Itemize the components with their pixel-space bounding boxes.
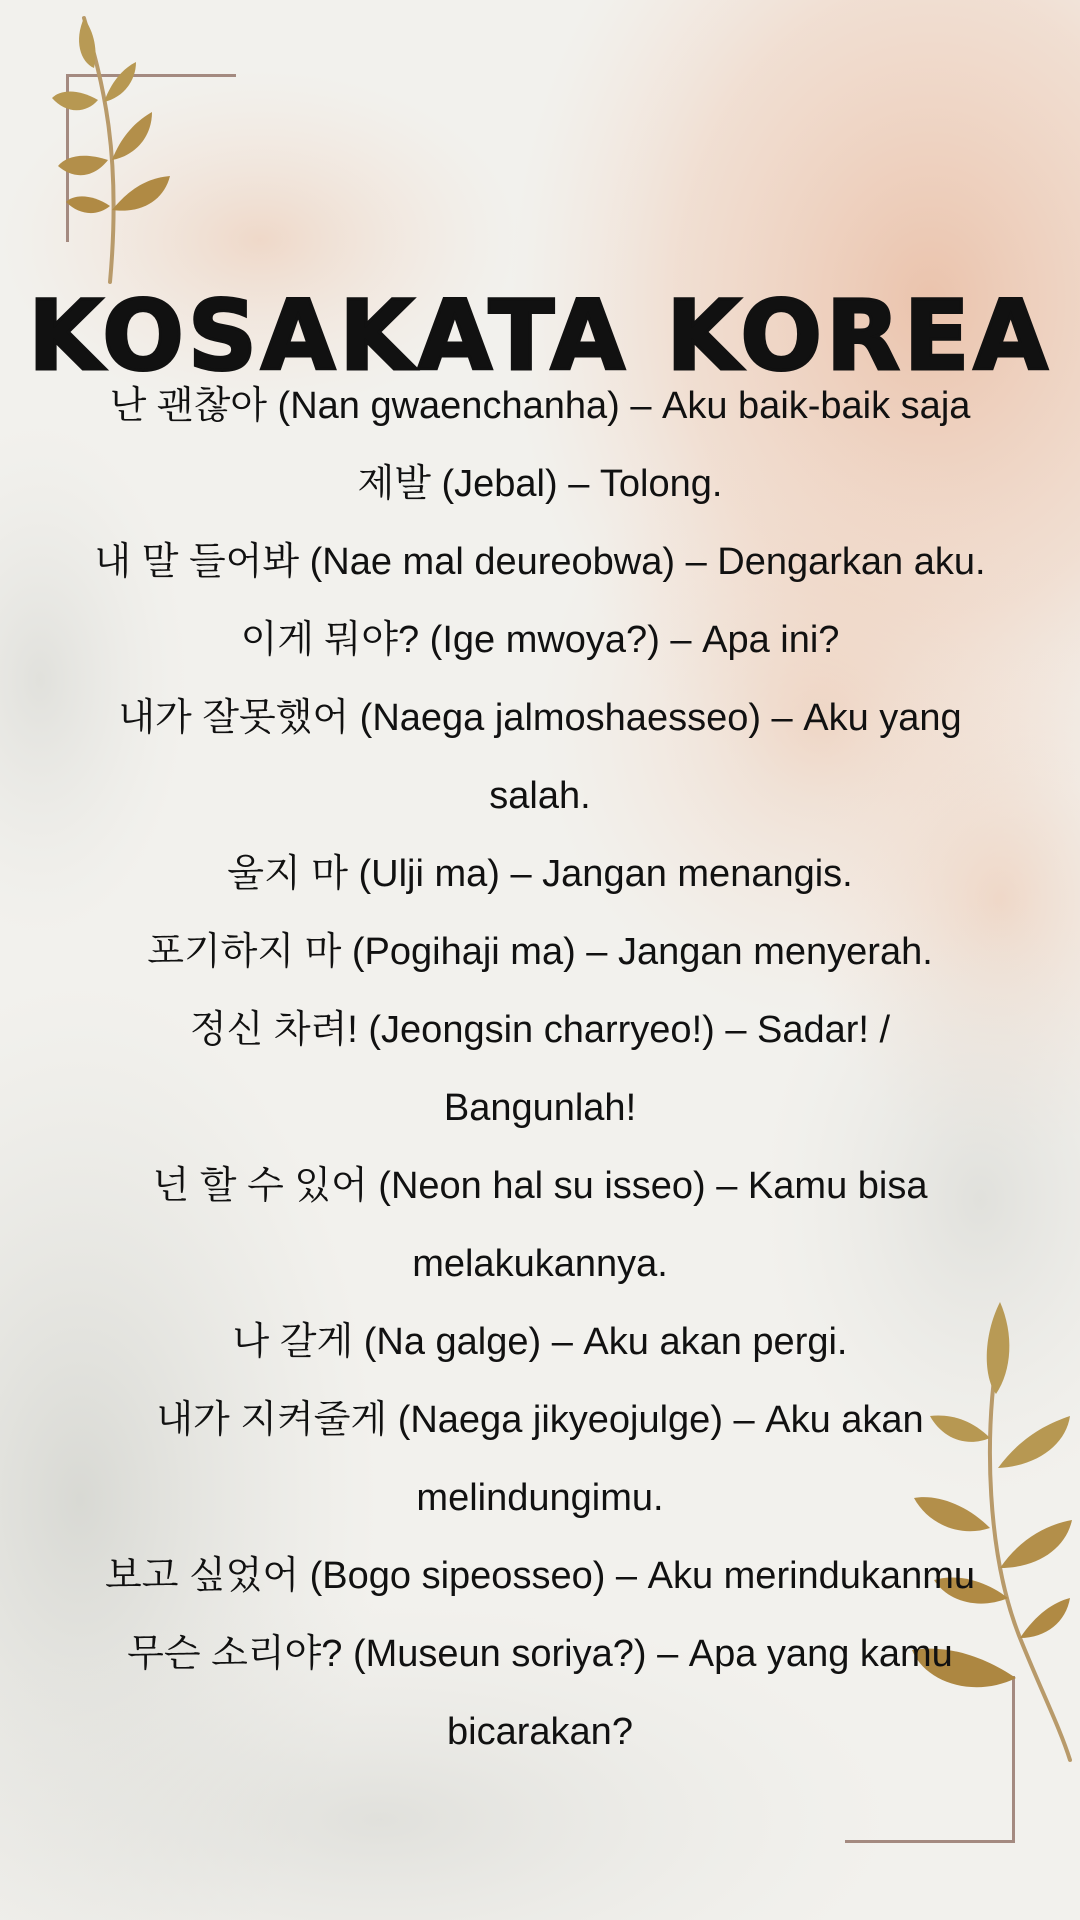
corner-frame-bottom-right-horizontal [845,1840,1015,1843]
vocab-item: 제발 (Jebal) – Tolong. [357,463,723,505]
leaf-branch-top-left-icon [52,10,182,290]
vocab-item: 무슨 소리야? (Museun soriya?) – Apa yang kamu bicarakan? [127,1633,953,1753]
vocab-item: 난 괜찮아 (Nan gwaenchanha) – Aku baik-baik saja [109,385,971,427]
vocab-item: 보고 싶었어 (Bogo sipeosseo) – Aku merindukanmu [104,1555,975,1597]
vocab-item: 나 갈게 (Na galge) – Aku akan pergi. [232,1321,848,1363]
vocab-item: 내가 잘못했어 (Naega jalmoshaesseo) – Aku yang salah. [118,697,962,817]
vocab-item: 내 말 들어봐 (Nae mal deureobwa) – Dengarkan aku. [94,541,986,583]
vocab-item: 내가 지켜줄게 (Naega jikyeojulge) – Aku akan melindungimu. [156,1399,924,1519]
vocab-item: 넌 할 수 있어 (Neon hal su isseo) – Kamu bisa melakukannya. [152,1165,928,1285]
page-title: KOSAKATA KOREA [28,280,1052,393]
vocab-item: 포기하지 마 (Pogihaji ma) – Jangan menyerah. [147,931,933,973]
vocabulary-list [50,367,1030,1771]
vocab-item: 정신 차려! (Jeongsin charryeo!) – Sadar! / Bangunlah! [189,1009,891,1129]
vocab-item: 울지 마 (Ulji ma) – Jangan menangis. [227,853,853,895]
vocab-item: 이게 뭐야? (Ige mwoya?) – Apa ini? [240,619,840,661]
